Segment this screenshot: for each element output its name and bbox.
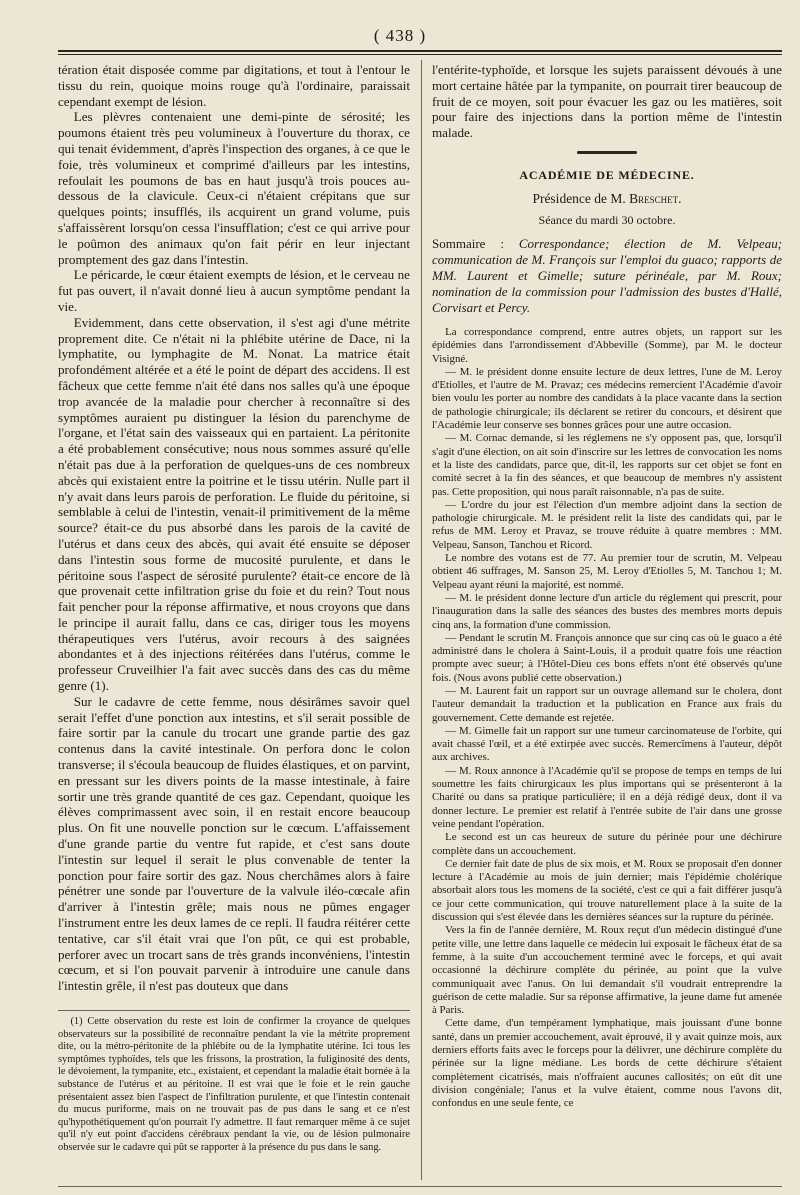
summary-label: Sommaire : <box>432 235 504 251</box>
left-paragraph: tération était disposée comme par digitations, et tout à l'entour le tissu du rein, quoique moins rouge qu'à l'ordinaire, paraissait cependant exempt de lésion. <box>58 62 410 109</box>
section-ornament <box>577 151 637 154</box>
section-heading: ACADÉMIE DE MÉDECINE. <box>519 167 695 182</box>
right-paragraph: — M. Cornac demande, si les réglemens ne s'y opposent pas, que, lorsqu'il s'agit d'une élection, on ait soin d'inscrire sur les lettres de convocation les noms et la liste des candidats, parce que, dit-il, les rapports sur cet objet se font en comité secret à la fin des séances, et que beaucoup de membres n'y assistent pas. Cette proposition, qui nous paraît raisonnable, n'a pas de suite. <box>432 432 782 498</box>
right-paragraph: Cette dame, d'un tempérament lymphatique, mais jouissant d'une bonne santé, dans un premier accouchement, avait éprouvé, il y avait quinze mois, aux derniers efforts faits avec le forceps pour la délivrer, une déchirure complète du périnée sur la ligne médiane. Les bords de cette déchirure s'étaient complètement cicatrisés, mais n'offraient aucunes callosités; on eût dit une division congéniale; l'anus et la vulve étaient, comme nous l'avons dit, confondus en une seule fente, ce <box>432 1017 782 1110</box>
right-paragraph: Ce dernier fait date de plus de six mois, et M. Roux se proposait d'en donner lecture à l'Académie au mois de juin dernier; mais l'épidémie cholérique absorbait alors tous les momens de la société, c'est ce qui a fait différer jusqu'à ce jour cette communication, qui trouve naturellement place à la suite de la discussion qui s'est élevée dans les dernières séances sur la rupture du périnée. <box>432 857 782 924</box>
right-paragraph: — M. Roux annonce à l'Académie qu'il se propose de temps en temps de lui soumettre les faits chirurgicaux les plus importans qui se présenteront à la Charité ou dans sa pratique particulière; il en a déjà rédigé deux, dont il va donner lecture. Le premier est relatif à l'entrée subite de l'air dans une grosse veine pendant l'opération. <box>432 764 782 830</box>
left-paragraph: Evidemment, dans cette observation, il s'est agi d'une métrite proprement dite. Ce n'était ni la phlébite utérine de Dace, ni la lymphatite, ou lymphagite de M. Nonat. La matrice était profondément altérée et a été le point de départ des accidens. Il est fâcheux que cette femme n'ait été dans nos salles qu'à une époque trop avancée de la maladie pour chercher à reconnaître si des symptômes auraient pu distinguer la lésion du parenchyme de l'organe, et l'état sain des vaisseaux qui en partaient. La péritonite a été probablement consécutive; nous nous sommes assuré qu'elle n'était pas due à la perforation de quelques-uns de ces nombreux abcès qui existaient entre la poitrine et le tissu utérin. Nulle part il n'y avait dans leurs parois de perforation. Le fluide du péritoine, si semblable à celui de l'intestin, venait-il primitivement de la même source? était-ce du pus absorbé dans les parois de la cavité de l'utérus et dans ceux des abcès, qui avait été ensuite se déposer dans l'intestin sous forme de mucosité purulente, et dans le péritoine sous l'aspect de sérosité purulente? était-ce encore de là que provenait cette infiltration grise du foie et du rein? Tout nous fait pencher pour la réponse affirmative, et nous croyons que dans le principe il aurait fallu, dans ce cas, diriger tous les moyens thérapeutiques vers l'utérus, avoir recours à des saignées abondantes et à des injections réitérées dans l'utérus, comme le professeur Cruveilhier l'a fait avec succès dans des cas du même genre (1). <box>58 314 410 694</box>
right-paragraph: Le nombre des votans est de 77. Au premier tour de scrutin, M. Velpeau obtient 46 suffrages, M. Sanson 25, M. Leroy d'Etiolles 5, M. Tanchou 1; M. Velpeau ayant réuni la majorité, est nommé. <box>432 552 782 591</box>
right-paragraph: — M. Laurent fait un rapport sur un ouvrage allemand sur le cholera, dont l'auteur demandait la traduction et la publication en France aux frais du gouvernement. Cette demande est rejetée. <box>432 685 782 724</box>
right-paragraph: Vers la fin de l'année dernière, M. Roux reçut d'un médecin distingué d'une petite ville, une lettre dans laquelle ce médecin lui exposait le fâcheux état de sa femme, à la suite d'un accouchement terminé avec le forceps, et qui avait occasionné la déchirure complète du périnée, au point que la vulve communiquait avec l'anus. On lui demandait s'il voudrait entreprendre la guérison de cette maladie. Sur sa réponse affirmative, la jeune dame fut amenée à Paris. <box>432 924 782 1017</box>
right-lead-paragraph: l'entérite-typhoïde, et lorsque les sujets paraissent dévoués à une mort certaine hâtée par la tympanite, on pourrait tirer beaucoup de fruit de ce moyen, soit pour évacuer les gaz ou les matières, soit pour faire des injections dans la portion même de l'intestin malade. <box>432 62 782 141</box>
column-divider <box>421 60 422 1180</box>
header-rule <box>58 50 782 55</box>
right-paragraph: — M. Gimelle fait un rapport sur une tumeur carcinomateuse de l'orbite, qui avait chassé l'œil, et a été extirpée avec succès. Remercîmens à l'auteur, dépôt aux archives. <box>432 724 782 764</box>
left-paragraph: Sur le cadavre de cette femme, nous désirâmes savoir quel serait l'effet d'une ponction aux intestins, et s'il serait possible de faire sortir par la canule du trocart une grande partie des gaz contenus dans la cavité intestinale. On perfora donc le colon transverse; il s'écoula beaucoup de fluides élastiques, et on parvint, en pressant sur les divers points de la masse intestinale, à faire sortir une très grande quantité de ces gaz. Cependant, quoique les élèves comprimassent avec soin, il en restait encore beaucoup plus. On fit une nouvelle ponction sur le cœcum. L'affaissement d'une grande partie du ventre fut rapide, et c'est sans doute l'intestin sur lequel il serait le plus convenable de tenter la ponction pour faire sortir des gaz. Nous cherchâmes alors à faire pénétrer une sonde par l'ouverture de la valvule iléo-cœcale afin d'arriver à l'intestin grêle; mais nous ne pûmes engager l'instrument entre les deux lames de ce repli. Il faudra réitérer cette tentative, car s'il était vrai que l'on pût, ce qui est probable, perforer avec un trocart sans de très grands inconvéniens, l'intestin cœcum, et si l'on pouvait parvenir à introduire une canule dans l'intestin grêle, il n'est pas douteux que dans <box>58 693 410 994</box>
right-paragraph: — Pendant le scrutin M. François annonce que sur cinq cas où le guaco a été administré dans le cholera à Saint-Louis, il a produit quatre fois une réaction prompte avec sueur; à l'Hôtel-Dieu ces bons effets n'ont été observés qu'une fois. (Nous avons publié cette observation.) <box>432 631 782 684</box>
left-paragraph: Les plèvres contenaient une demi-pinte de sérosité; les poumons étaient très peu volumineux à l'ouverture du thorax, ce qui tenait évidemment, d'après l'inspection des organes, à ce que le foie, très volumineux et comprimé d'ailleurs par les intestins, refoulait les poumons de bas en haut jusqu'à trois pouces au-dessous de la clavicule. Ceux-ci n'étaient crépitans que sur quelques points; insufflés, ils acquirent un grand volume, puis s'affaissèrent lorsqu'on cessa l'insufflation; c'est ce qui arrive pour le poûmon des animaux qu'on fait périr en leur injectant promptement des gaz dans l'intestin. <box>58 109 410 267</box>
footnote-rule <box>58 1010 410 1011</box>
session-date: Séance du mardi 30 octobre. <box>538 212 676 227</box>
footnote: (1) Cette observation du reste est loin de confirmer la croyance de quelques observateurs sur la possibilité de reconnaître pendant la vie la métrite proprement dite, ou la métro-péritonite de la phlébite ou de la lymphatite utérine. Ici tous les symptômes typhoïdes, tels que les frissons, la prostration, la fuliginosité des dents, le dévoiement, la tympanite, etc., existaient, et cependant la maladie était bornée à la substance de l'utérus et au péritoine. Il est vrai que le foie et le rein gauche présentaient assez bien l'aspect de l'infiltration purulente, et que l'intestin contenait du mucus puriforme, mais on ne trouvait pas de pus dans le sang et ce n'est qu'hypothétiquement qu'on pourrait l'y admettre. Il faut remarquer même à ce sujet qu'il n'y eut point d'accidens cérébraux pendant la vie, ou de lésion pulmonaire observée sur le cadavre qui pût se rapporter à la présence du pus dans le sang. <box>58 1016 410 1153</box>
page-number: ( 438 ) <box>373 26 427 45</box>
summary-text: Correspondance; élection de M. Velpeau; communication de M. François sur l'emploi du guaco; rapports de MM. Laurent et Gimelle; suture périnéale, par M. Roux; nomination de la commission pour l'admission des bustes d'Hallé, Corvisart et Percy. <box>432 235 782 315</box>
president-name: Breschet. <box>629 190 682 206</box>
left-paragraph: Le péricarde, le cœur étaient exempts de lésion, et le cerveau ne fut pas ouvert, il n'avait donné lieu à aucun symptôme pendant la vie. <box>58 267 410 314</box>
president-prefix: Présidence de M. <box>532 190 626 206</box>
summary <box>432 236 782 316</box>
right-paragraph: Le second est un cas heureux de suture du périnée pour une déchirure complète dans un accouchement. <box>432 831 782 857</box>
right-paragraph: — L'ordre du jour est l'élection d'un membre adjoint dans la section de pathologie chirurgicale. M. le président relit la liste des candidats qui, par le refus de MM. Leroy et Pravaz, se trouve réduite à quatre membres : MM. Velpeau, Sanson, Tanchou et Ricord. <box>432 498 782 551</box>
right-column <box>432 62 782 1182</box>
page-bottom-rule <box>58 1186 782 1187</box>
right-paragraph: La correspondance comprend, entre autres objets, un rapport sur les épidémies dans l'arrondissement d'Abbeville (Somme), par M. le docteur Visigné. <box>432 325 782 365</box>
president-line <box>432 191 782 207</box>
right-paragraph: — M. le président donne lecture d'un article du réglement qui prescrit, pour l'inauguration dans la salle des séances des bustes des membres morts depuis cinq ans, la formation d'une commission. <box>432 591 782 631</box>
right-paragraph: — M. le président donne ensuite lecture de deux lettres, l'une de M. Leroy d'Etiolles, et l'autre de M. Pravaz; ces médecins remercient l'Académie d'avoir bien voulu les porter au nombre des candidats à la place vacante dans la section de pathologie chirurgicale; ils déclarent se retirer du concours, et désirent que l'Académie leur conserve ses bonnes grâces pour une autre occasion. <box>432 365 782 432</box>
left-column <box>58 62 410 1007</box>
